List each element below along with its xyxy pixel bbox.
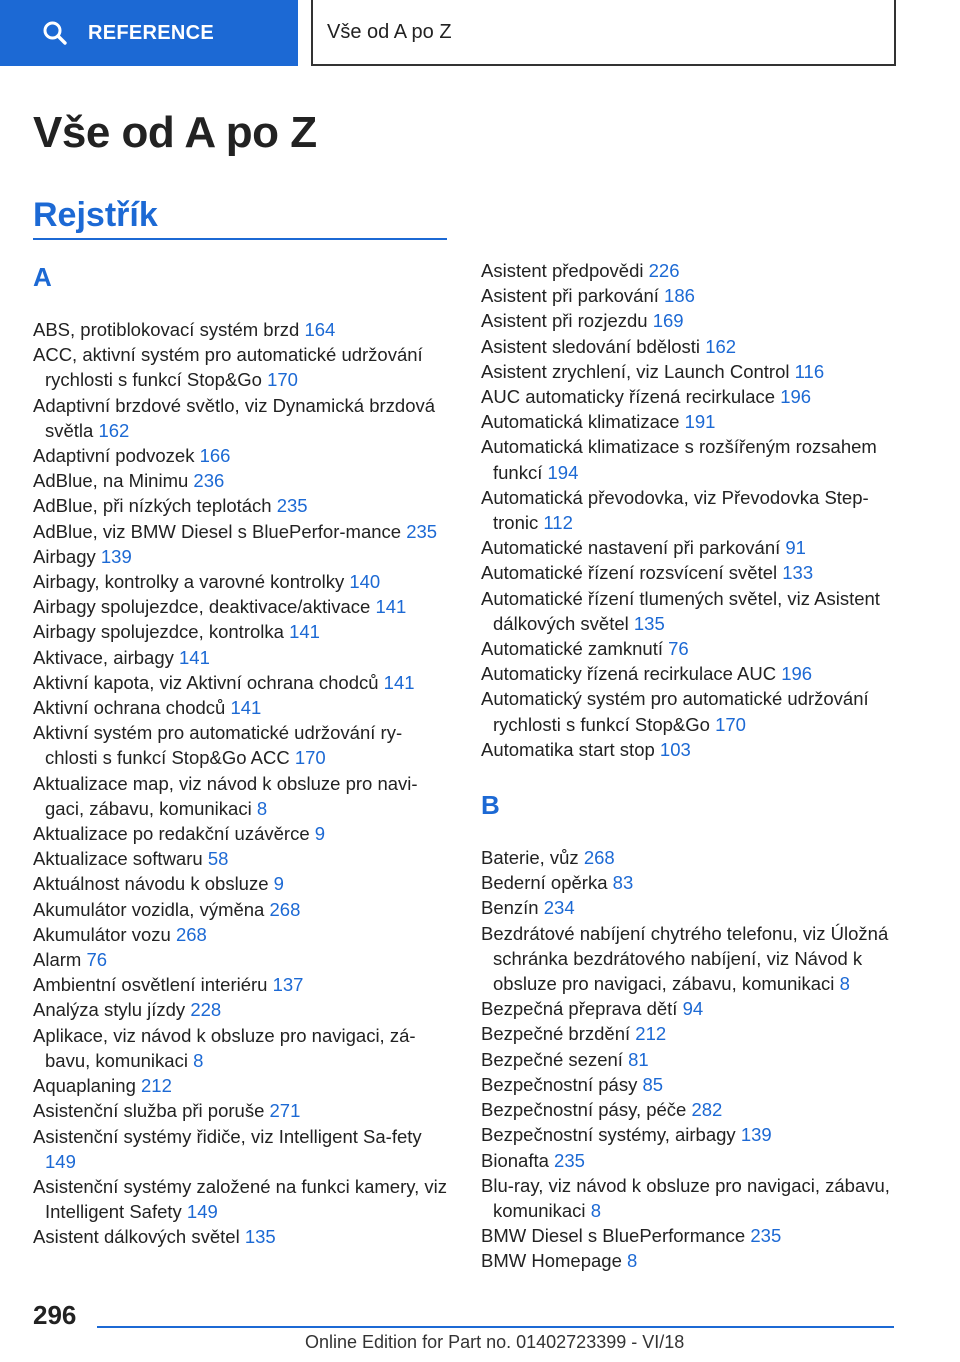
index-entry-text: BMW Diesel s BluePerformance: [481, 1225, 746, 1247]
index-entry: [33, 1073, 453, 1098]
search-icon: [42, 20, 68, 46]
index-entry: [33, 972, 453, 997]
index-entry: [33, 1124, 453, 1174]
index-entry: [481, 895, 901, 920]
index-entry-page-link[interactable]: 8: [839, 973, 850, 995]
reference-tab-label: REFERENCE: [88, 21, 215, 44]
index-entry: [33, 569, 453, 594]
index-entry-page-link[interactable]: 268: [269, 898, 301, 920]
index-entry: [33, 443, 453, 468]
index-entry-text: Aktualizace map, viz návod k obsluze pro navi-gaci, zábavu, komunikaci: [33, 772, 418, 819]
index-entry: [481, 586, 901, 636]
index-entry-page-link[interactable]: 133: [782, 562, 814, 584]
index-entry: [33, 1098, 453, 1123]
index-entry-page-link[interactable]: 141: [179, 646, 210, 668]
footer-rule: [97, 1326, 894, 1328]
index-entry-text: Automatické nastavení při parkování: [481, 537, 781, 559]
index-entry: [33, 897, 453, 922]
index-entry: [481, 334, 901, 359]
index-entry: [33, 871, 453, 896]
index-entry-text: Adaptivní brzdové světlo, viz Dynamická brzdová světla: [33, 394, 436, 441]
index-entry: [481, 996, 901, 1021]
index-entry-page-link[interactable]: 196: [781, 663, 813, 685]
index-entry-text: Asistenční systémy řidiče, viz Intelligent Sa-fety: [33, 1125, 422, 1147]
index-entry-page-link[interactable]: 149: [45, 1150, 76, 1172]
index-entry-text: Bezpečné sezení: [481, 1048, 623, 1070]
index-entry: [33, 720, 453, 770]
index-entry-text: Airbagy spolujezdce, kontrolka: [33, 621, 284, 643]
index-list: [481, 258, 901, 762]
index-entry-page-link[interactable]: 228: [190, 999, 222, 1021]
index-entry: [33, 771, 453, 821]
index-entry-text: Baterie, vůz: [481, 847, 579, 869]
index-entry-text: Automatická klimatizace: [481, 411, 680, 433]
index-entry-text: Bezpečnostní systémy, airbagy: [481, 1124, 736, 1146]
index-entry: [481, 359, 901, 384]
index-entry-text: Alarm: [33, 949, 82, 971]
index-entry-page-link[interactable]: 76: [86, 949, 108, 971]
index-entry-text: Bionafta: [481, 1149, 549, 1171]
index-entry-text: Asistent zrychlení, viz Launch Control: [481, 360, 790, 382]
index-entry-page-link[interactable]: 8: [193, 1049, 204, 1071]
index-entry: [481, 1072, 901, 1097]
index-entry: [33, 619, 453, 644]
index-entry-page-link[interactable]: 212: [141, 1075, 172, 1097]
index-entry-page-link[interactable]: 139: [100, 545, 132, 567]
index-entry-text: Automaticky řízená recirkulace AUC: [481, 663, 777, 685]
index-entry-text: Airbagy spolujezdce, deaktivace/aktivace: [33, 596, 371, 618]
index-entry-text: Aktuálnost návodu k obsluze: [33, 873, 269, 895]
breadcrumb: [311, 0, 896, 66]
index-entry-page-link[interactable]: 162: [705, 335, 737, 357]
index-entry-page-link[interactable]: 149: [186, 1201, 218, 1223]
index-entry-page-link[interactable]: 196: [780, 386, 812, 408]
index-entry-text: Ambientní osvětlení interiéru: [33, 974, 268, 996]
index-entry-page-link[interactable]: 235: [554, 1149, 585, 1171]
index-entry: [481, 636, 901, 661]
index-entry-text: Aktivní systém pro automatické udržování ry-chlosti s funkcí Stop&Go ACC: [33, 722, 403, 769]
index-entry: [481, 1173, 901, 1223]
index-entry: [33, 670, 453, 695]
index-entry-page-link[interactable]: 116: [794, 360, 825, 382]
index-entry: [33, 1174, 453, 1224]
index-entry-page-link[interactable]: 135: [244, 1226, 276, 1248]
index-entry-text: Aktivace, airbagy: [33, 646, 174, 668]
index-entry-page-link[interactable]: 194: [547, 461, 579, 483]
index-entry-page-link[interactable]: 170: [294, 747, 326, 769]
index-entry: [33, 947, 453, 972]
index-entry: [481, 1047, 901, 1072]
index-entry-page-link[interactable]: 58: [207, 848, 229, 870]
index-entry-page-link[interactable]: 268: [175, 923, 207, 945]
index-entry: [481, 737, 901, 762]
index-entry-page-link[interactable]: 103: [659, 738, 691, 760]
index-entry-page-link[interactable]: 83: [612, 872, 634, 894]
index-entry-page-link[interactable]: 268: [583, 847, 615, 869]
index-entry-page-link[interactable]: 234: [543, 897, 575, 919]
index-entry-text: Asistent dálkových světel: [33, 1226, 240, 1248]
index-entry-page-link[interactable]: 135: [633, 612, 665, 634]
breadcrumb-label: Vše od A po Z: [327, 20, 452, 43]
index-entry-page-link[interactable]: 94: [682, 998, 704, 1020]
index-entry-text: Asistenční systémy založené na funkci kamery, viz Intelligent Safety: [33, 1175, 448, 1223]
index-entry-text: Bezpečnostní pásy, péče: [481, 1099, 687, 1121]
index-entry-text: Asistent sledování bdělosti: [481, 335, 701, 357]
index-entry-text: Automatické řízení rozsvícení světel: [481, 562, 778, 584]
index-entry-text: Automatické zamknutí: [481, 638, 663, 660]
index-column-right: [481, 258, 901, 1274]
index-entry: [481, 283, 901, 308]
index-entry: [33, 645, 453, 670]
index-entry-text: Aktivní kapota, viz Aktivní ochrana chodců: [33, 671, 379, 693]
index-entry-page-link[interactable]: 8: [627, 1250, 638, 1272]
index-entry-text: Akumulátor vozu: [33, 923, 171, 945]
index-entry: [33, 922, 453, 947]
index-entry-page-link[interactable]: 141: [289, 621, 320, 643]
index-entry-text: Benzín: [481, 897, 539, 919]
index-entry: [33, 1224, 453, 1249]
index-entry-page-link[interactable]: 81: [628, 1048, 649, 1070]
index-entry: [481, 1122, 901, 1147]
index-entry: [481, 870, 901, 895]
index-entry: [33, 393, 453, 443]
index-column-left: [33, 258, 453, 1250]
index-entry-text: Bederní opěrka: [481, 872, 608, 894]
index-entry-page-link[interactable]: 166: [199, 445, 231, 467]
index-entry: [481, 686, 901, 736]
index-entry-text: Adaptivní podvozek: [33, 445, 195, 467]
index-entry-text: ABS, protiblokovací systém brzd: [33, 319, 300, 340]
index-entry: [33, 997, 453, 1022]
index-entry: [481, 485, 901, 535]
index-entry: [33, 695, 453, 720]
index-entry: [33, 544, 453, 569]
index-entry-text: Asistenční služba při poruše: [33, 1100, 265, 1122]
index-entry-page-link[interactable]: 170: [267, 369, 298, 391]
index-entry-text: Automatický systém pro automatické udržování rychlosti s funkcí Stop&Go: [481, 688, 869, 735]
index-entry-page-link[interactable]: 137: [272, 974, 304, 996]
index-entry-text: Aquaplaning: [33, 1075, 136, 1097]
index-entry: [481, 1021, 901, 1046]
index-entry-page-link[interactable]: 8: [256, 797, 268, 819]
index-entry: [481, 409, 901, 434]
index-entry-text: Aplikace, viz návod k obsluze pro navigaci, zá-bavu, komunikaci: [33, 1024, 416, 1071]
index-entry-text: Automatické řízení tlumených světel, viz Asistent dálkových světel: [481, 587, 880, 634]
index-entry-text: AdBlue, viz BMW Diesel s BluePerfor-mance: [33, 520, 402, 542]
index-entry-text: Bezpečná přeprava dětí: [481, 998, 678, 1020]
index-entry-text: Blu-ray, viz návod k obsluze pro navigaci, zábavu, komunikaci: [481, 1174, 890, 1221]
index-entry-page-link[interactable]: 282: [691, 1099, 723, 1121]
index-entry: [33, 493, 453, 518]
section-title: Rejstřík: [33, 196, 158, 234]
index-entry-text: Bezdrátové nabíjení chytrého telefonu, viz Úložná schránka bezdrátového nabíjení, viz Návod k obsluze pro navigaci, zábavu, komunikaci: [481, 922, 889, 995]
index-entry-text: Bezpečnostní pásy: [481, 1073, 638, 1095]
index-entry: [33, 342, 453, 392]
page-number: 296: [33, 1300, 77, 1330]
index-entry-text: AdBlue, na Minimu: [33, 470, 189, 492]
index-entry: [481, 384, 901, 409]
index-entry-page-link[interactable]: 91: [785, 537, 806, 559]
section-title-rule: [33, 238, 447, 240]
index-entry-text: Aktualizace softwaru: [33, 848, 203, 870]
index-entry: [481, 845, 901, 870]
index-entry-text: Asistent při rozjezdu: [481, 310, 648, 332]
index-entry: [33, 468, 453, 493]
index-letter-b: B: [481, 790, 500, 821]
index-entry-page-link[interactable]: 112: [543, 512, 573, 534]
index-entry-page-link[interactable]: 212: [635, 1023, 667, 1045]
index-entry-page-link[interactable]: 141: [375, 596, 407, 618]
index-entry-page-link[interactable]: 141: [383, 671, 415, 693]
index-entry-text: Aktivní ochrana chodců: [33, 697, 226, 719]
index-entry: [481, 434, 901, 484]
index-entry-page-link[interactable]: 191: [684, 411, 716, 433]
index-entry-page-link[interactable]: 140: [349, 571, 381, 593]
index-entry-text: AUC automaticky řízená recirkulace: [481, 386, 776, 408]
index-entry: [481, 258, 901, 283]
index-entry-text: Aktualizace po redakční uzávěrce: [33, 823, 310, 845]
index-entry: [481, 1148, 901, 1173]
index-entry-page-link[interactable]: 271: [269, 1100, 301, 1122]
index-entry: [33, 317, 453, 342]
index-entry: [481, 560, 901, 585]
index-letter-a: A: [33, 262, 52, 292]
index-entry-text: Analýza stylu jízdy: [33, 999, 186, 1021]
page-title: Vše od A po Z: [33, 108, 317, 157]
index-entry-page-link[interactable]: 76: [668, 638, 689, 660]
edition-footer: Online Edition for Part no. 01402723399 - VI/18: [305, 1332, 685, 1352]
index-list: [33, 317, 453, 1250]
index-entry-page-link[interactable]: 226: [648, 260, 680, 281]
index-entry-page-link[interactable]: 141: [230, 697, 262, 719]
index-entry: [481, 921, 901, 997]
index-entry-text: Automatická klimatizace s rozšířeným rozsahem funkcí: [481, 436, 877, 483]
index-entry-text: Airbagy, kontrolky a varovné kontrolky: [33, 571, 345, 593]
index-entry-page-link[interactable]: 170: [715, 713, 746, 735]
index-entry-page-link[interactable]: 164: [304, 319, 336, 340]
index-entry: [481, 308, 901, 333]
index-list: [481, 845, 901, 1273]
index-entry-text: Automatika start stop: [481, 738, 655, 760]
index-entry-page-link[interactable]: 235: [406, 520, 438, 542]
index-entry: [481, 661, 901, 686]
index-entry: [481, 1223, 901, 1248]
index-entry-page-link[interactable]: 9: [273, 873, 284, 895]
index-entry-text: BMW Homepage: [481, 1250, 622, 1272]
index-entry: [481, 535, 901, 560]
index-entry: [481, 1248, 901, 1273]
reference-tab[interactable]: [0, 0, 298, 66]
index-entry-page-link[interactable]: 9: [314, 823, 326, 845]
index-entry-page-link[interactable]: 8: [590, 1199, 601, 1221]
index-entry-page-link[interactable]: 236: [193, 470, 225, 492]
index-entry: [481, 1097, 901, 1122]
index-entry: [33, 519, 453, 544]
index-entry-text: Akumulátor vozidla, výměna: [33, 898, 265, 920]
index-entry-text: Asistent předpovědi: [481, 260, 644, 281]
index-entry-page-link[interactable]: 139: [740, 1124, 772, 1146]
index-entry-page-link[interactable]: 186: [664, 285, 695, 307]
index-entry-page-link[interactable]: 162: [98, 419, 130, 441]
index-entry: [33, 594, 453, 619]
index-entry-text: Bezpečné brzdění: [481, 1023, 631, 1045]
index-entry-page-link[interactable]: 169: [652, 310, 684, 332]
index-entry-page-link[interactable]: 235: [276, 495, 308, 517]
index-entry-text: ACC, aktivní systém pro automatické udržování rychlosti s funkcí Stop&Go: [33, 344, 423, 391]
index-entry-page-link[interactable]: 235: [750, 1225, 782, 1247]
index-entry-page-link[interactable]: 85: [642, 1073, 664, 1095]
index-entry: [33, 846, 453, 871]
index-entry-text: AdBlue, při nízkých teplotách: [33, 495, 272, 517]
index-entry: [33, 821, 453, 846]
index-entry-text: Airbagy: [33, 545, 96, 567]
index-entry: [33, 1023, 453, 1073]
index-entry-text: Asistent při parkování: [481, 285, 659, 307]
index-entry-text: Automatická převodovka, viz Převodovka Step-tronic: [481, 486, 869, 534]
